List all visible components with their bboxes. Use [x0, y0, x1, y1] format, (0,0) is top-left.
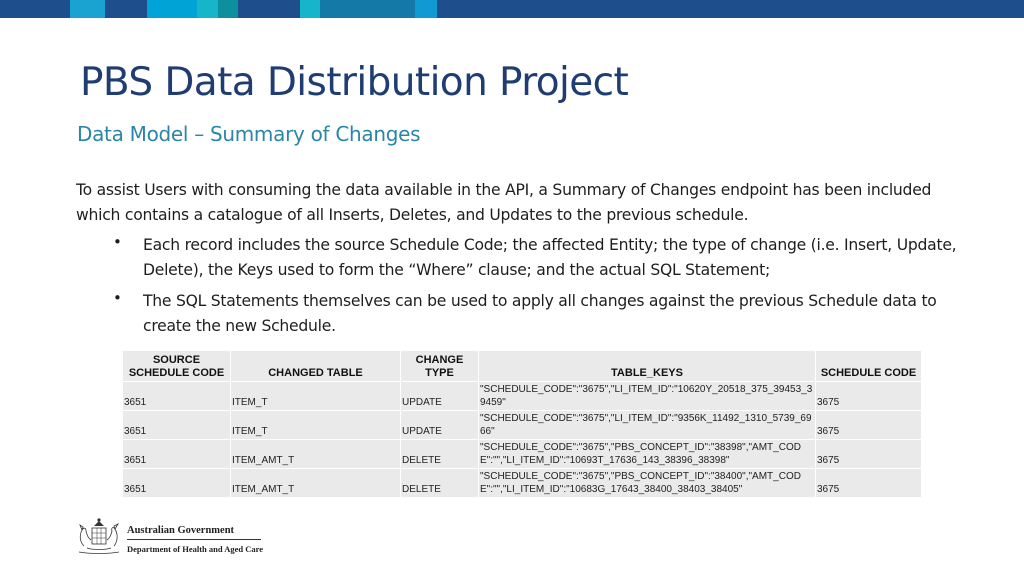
- cell-schedule-code: 3675: [816, 411, 922, 440]
- banner-segment: [105, 0, 147, 18]
- banner-segment: [300, 0, 320, 18]
- slide-subtitle: Data Model – Summary of Changes: [77, 122, 421, 146]
- cell-changed-table: ITEM_T: [231, 382, 401, 411]
- banner-segment: [147, 0, 197, 18]
- table-row: [123, 382, 922, 411]
- cell-source-schedule-code: 3651: [123, 411, 231, 440]
- cell-changed-table: ITEM_AMT_T: [231, 469, 401, 498]
- logo-line-1: Australian Government: [127, 525, 235, 536]
- cell-change-type: DELETE: [401, 440, 479, 469]
- banner-segment: [218, 0, 238, 18]
- table-row: [123, 469, 922, 498]
- header-table-keys: TABLE_KEYS: [479, 351, 816, 382]
- banner-segment: [197, 0, 218, 18]
- summary-of-changes-table: [122, 350, 922, 498]
- cell-table-keys: "SCHEDULE_CODE":"3675","LI_ITEM_ID":"9356K_11492_1310_5739_6966": [479, 411, 816, 440]
- banner-segment: [70, 0, 105, 18]
- table-row: [123, 440, 922, 469]
- cell-source-schedule-code: 3651: [123, 469, 231, 498]
- table-row: [123, 411, 922, 440]
- cell-table-keys: "SCHEDULE_CODE":"3675","LI_ITEM_ID":"10620Y_20518_375_39453_39459": [479, 382, 816, 411]
- cell-changed-table: ITEM_AMT_T: [231, 440, 401, 469]
- cell-schedule-code: 3675: [816, 382, 922, 411]
- table-header-row: [123, 351, 922, 382]
- banner-segment: [415, 0, 437, 18]
- header-schedule-code: SCHEDULE CODE: [816, 351, 922, 382]
- slide-title: PBS Data Distribution Project: [80, 60, 629, 105]
- logo-line-2: Department of Health and Aged Care: [127, 544, 264, 554]
- cell-schedule-code: 3675: [816, 440, 922, 469]
- cell-source-schedule-code: 3651: [123, 382, 231, 411]
- bullet-item: Each record includes the source Schedule Code; the affected Entity; the type of change (i.e. Insert, Update, Delete), the Keys used to form the “Where” clause; and the actual SQL Statement;: [143, 236, 957, 279]
- header-source-schedule-code: SOURCE SCHEDULE CODE: [123, 351, 231, 382]
- coat-of-arms-icon: [74, 516, 124, 556]
- cell-changed-table: ITEM_T: [231, 411, 401, 440]
- banner-segment: [320, 0, 415, 18]
- header-change-type: CHANGE TYPE: [401, 351, 479, 382]
- intro-paragraph: To assist Users with consuming the data available in the API, a Summary of Changes endpoint has been included which contains a catalogue of all Inserts, Deletes, and Updates to the previous schedule.: [76, 181, 932, 224]
- bullet-marker: •: [113, 233, 122, 251]
- bullet-item: The SQL Statements themselves can be used to apply all changes against the previous Schedule data to create the new Schedule.: [143, 292, 937, 335]
- cell-table-keys: "SCHEDULE_CODE":"3675","PBS_CONCEPT_ID":"38400","AMT_CODE":"","LI_ITEM_ID":"10683G_17643_38400_38403_38405": [479, 469, 816, 498]
- banner-segment: [238, 0, 300, 18]
- header-changed-table: CHANGED TABLE: [231, 351, 401, 382]
- cell-table-keys: "SCHEDULE_CODE":"3675","PBS_CONCEPT_ID":"38398","AMT_CODE":"","LI_ITEM_ID":"10693T_17636_143_38396_38398": [479, 440, 816, 469]
- bullet-marker: •: [113, 289, 122, 307]
- top-banner: [0, 0, 1024, 18]
- cell-change-type: UPDATE: [401, 382, 479, 411]
- cell-change-type: DELETE: [401, 469, 479, 498]
- logo-divider: [127, 539, 261, 540]
- cell-source-schedule-code: 3651: [123, 440, 231, 469]
- cell-change-type: UPDATE: [401, 411, 479, 440]
- cell-schedule-code: 3675: [816, 469, 922, 498]
